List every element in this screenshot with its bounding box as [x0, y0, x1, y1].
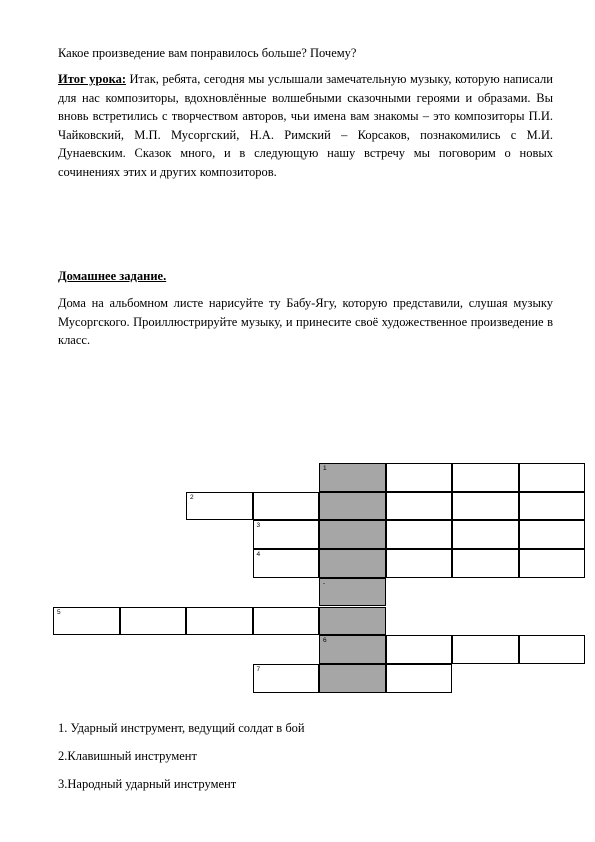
crossword-cell[interactable] — [519, 520, 586, 549]
crossword-cell[interactable] — [452, 520, 519, 549]
crossword-clue-number: 2 — [190, 493, 194, 501]
clue-item: 3.Народный ударный инструмент — [58, 777, 237, 791]
crossword-clue-number: 5 — [57, 608, 61, 616]
homework-text: Дома на альбомном листе нарисуйте ту Бабу-Ягу, которую представили, слушая музыку Мусоргского. Проиллюстрируйте музыку, и принесите своё художественное произведение в класс. — [58, 296, 553, 347]
crossword-cell[interactable] — [253, 549, 320, 578]
crossword-cell[interactable] — [519, 463, 586, 492]
crossword-clue-number: - — [323, 579, 326, 587]
crossword-cell[interactable] — [519, 635, 586, 664]
clue-item: 2.Клавишный инструмент — [58, 749, 197, 763]
crossword-key-cell[interactable] — [319, 578, 386, 607]
crossword-clue-number: 3 — [256, 522, 261, 530]
crossword-key-cell[interactable] — [319, 520, 386, 549]
crossword-clue-number: 1 — [323, 465, 327, 472]
crossword-key-cell[interactable] — [319, 549, 386, 578]
crossword-cell[interactable] — [519, 492, 586, 521]
crossword-key-cell[interactable] — [319, 635, 386, 664]
question-text: Какое произведение вам понравилось больше? Почему? — [58, 46, 357, 60]
crossword-key-cell[interactable] — [319, 607, 386, 636]
crossword-cell[interactable] — [452, 463, 519, 492]
crossword-cell[interactable] — [253, 492, 320, 521]
crossword-key-cell[interactable] — [319, 492, 386, 521]
crossword-clue-number: 7 — [256, 665, 261, 673]
crossword-clue-number: 4 — [256, 551, 261, 559]
crossword-cell[interactable] — [386, 520, 453, 549]
crossword-cell[interactable] — [386, 635, 453, 664]
crossword-cell[interactable] — [120, 607, 187, 636]
crossword-cell[interactable] — [452, 549, 519, 578]
crossword-cell[interactable] — [386, 463, 453, 492]
lesson-summary-label: Итог урока: — [58, 72, 127, 86]
crossword-cell[interactable] — [53, 607, 120, 636]
crossword-cell[interactable] — [452, 492, 519, 521]
crossword-cell[interactable] — [386, 664, 453, 693]
crossword-cell[interactable] — [186, 492, 253, 521]
clue-item: 1. Ударный инструмент, ведущий солдат в бой — [58, 721, 305, 735]
crossword-cell[interactable] — [452, 635, 519, 664]
crossword-cell[interactable] — [253, 607, 320, 636]
crossword-clue-number: 6 — [323, 637, 327, 645]
crossword-cell[interactable] — [253, 664, 320, 693]
lesson-summary-text: Итак, ребята, сегодня мы услышали замечательную музыку, которую написали для нас композиторы, вдохновлённые волшебными сказочными героями и образами. Вы вновь встретились с творчеством авторов, чьи имена вам знакомы – это композиторы П.И. Чайковский, М.П. Мусоргский, Н.А. Римский – Корсаков, познакомились с М.И. Дунаевским. Сказок много, и в следующую нашу встречу мы поговорим о новых сочинениях этих и других композиторов. — [58, 72, 553, 179]
crossword-cell[interactable] — [386, 492, 453, 521]
crossword-cell[interactable] — [253, 520, 320, 549]
crossword-cell[interactable] — [186, 607, 253, 636]
crossword-key-cell[interactable] — [319, 463, 386, 492]
homework-title: Домашнее задание. — [58, 269, 167, 283]
crossword-cell[interactable] — [519, 549, 586, 578]
crossword-cell[interactable] — [386, 549, 453, 578]
crossword-key-cell[interactable] — [319, 664, 386, 693]
